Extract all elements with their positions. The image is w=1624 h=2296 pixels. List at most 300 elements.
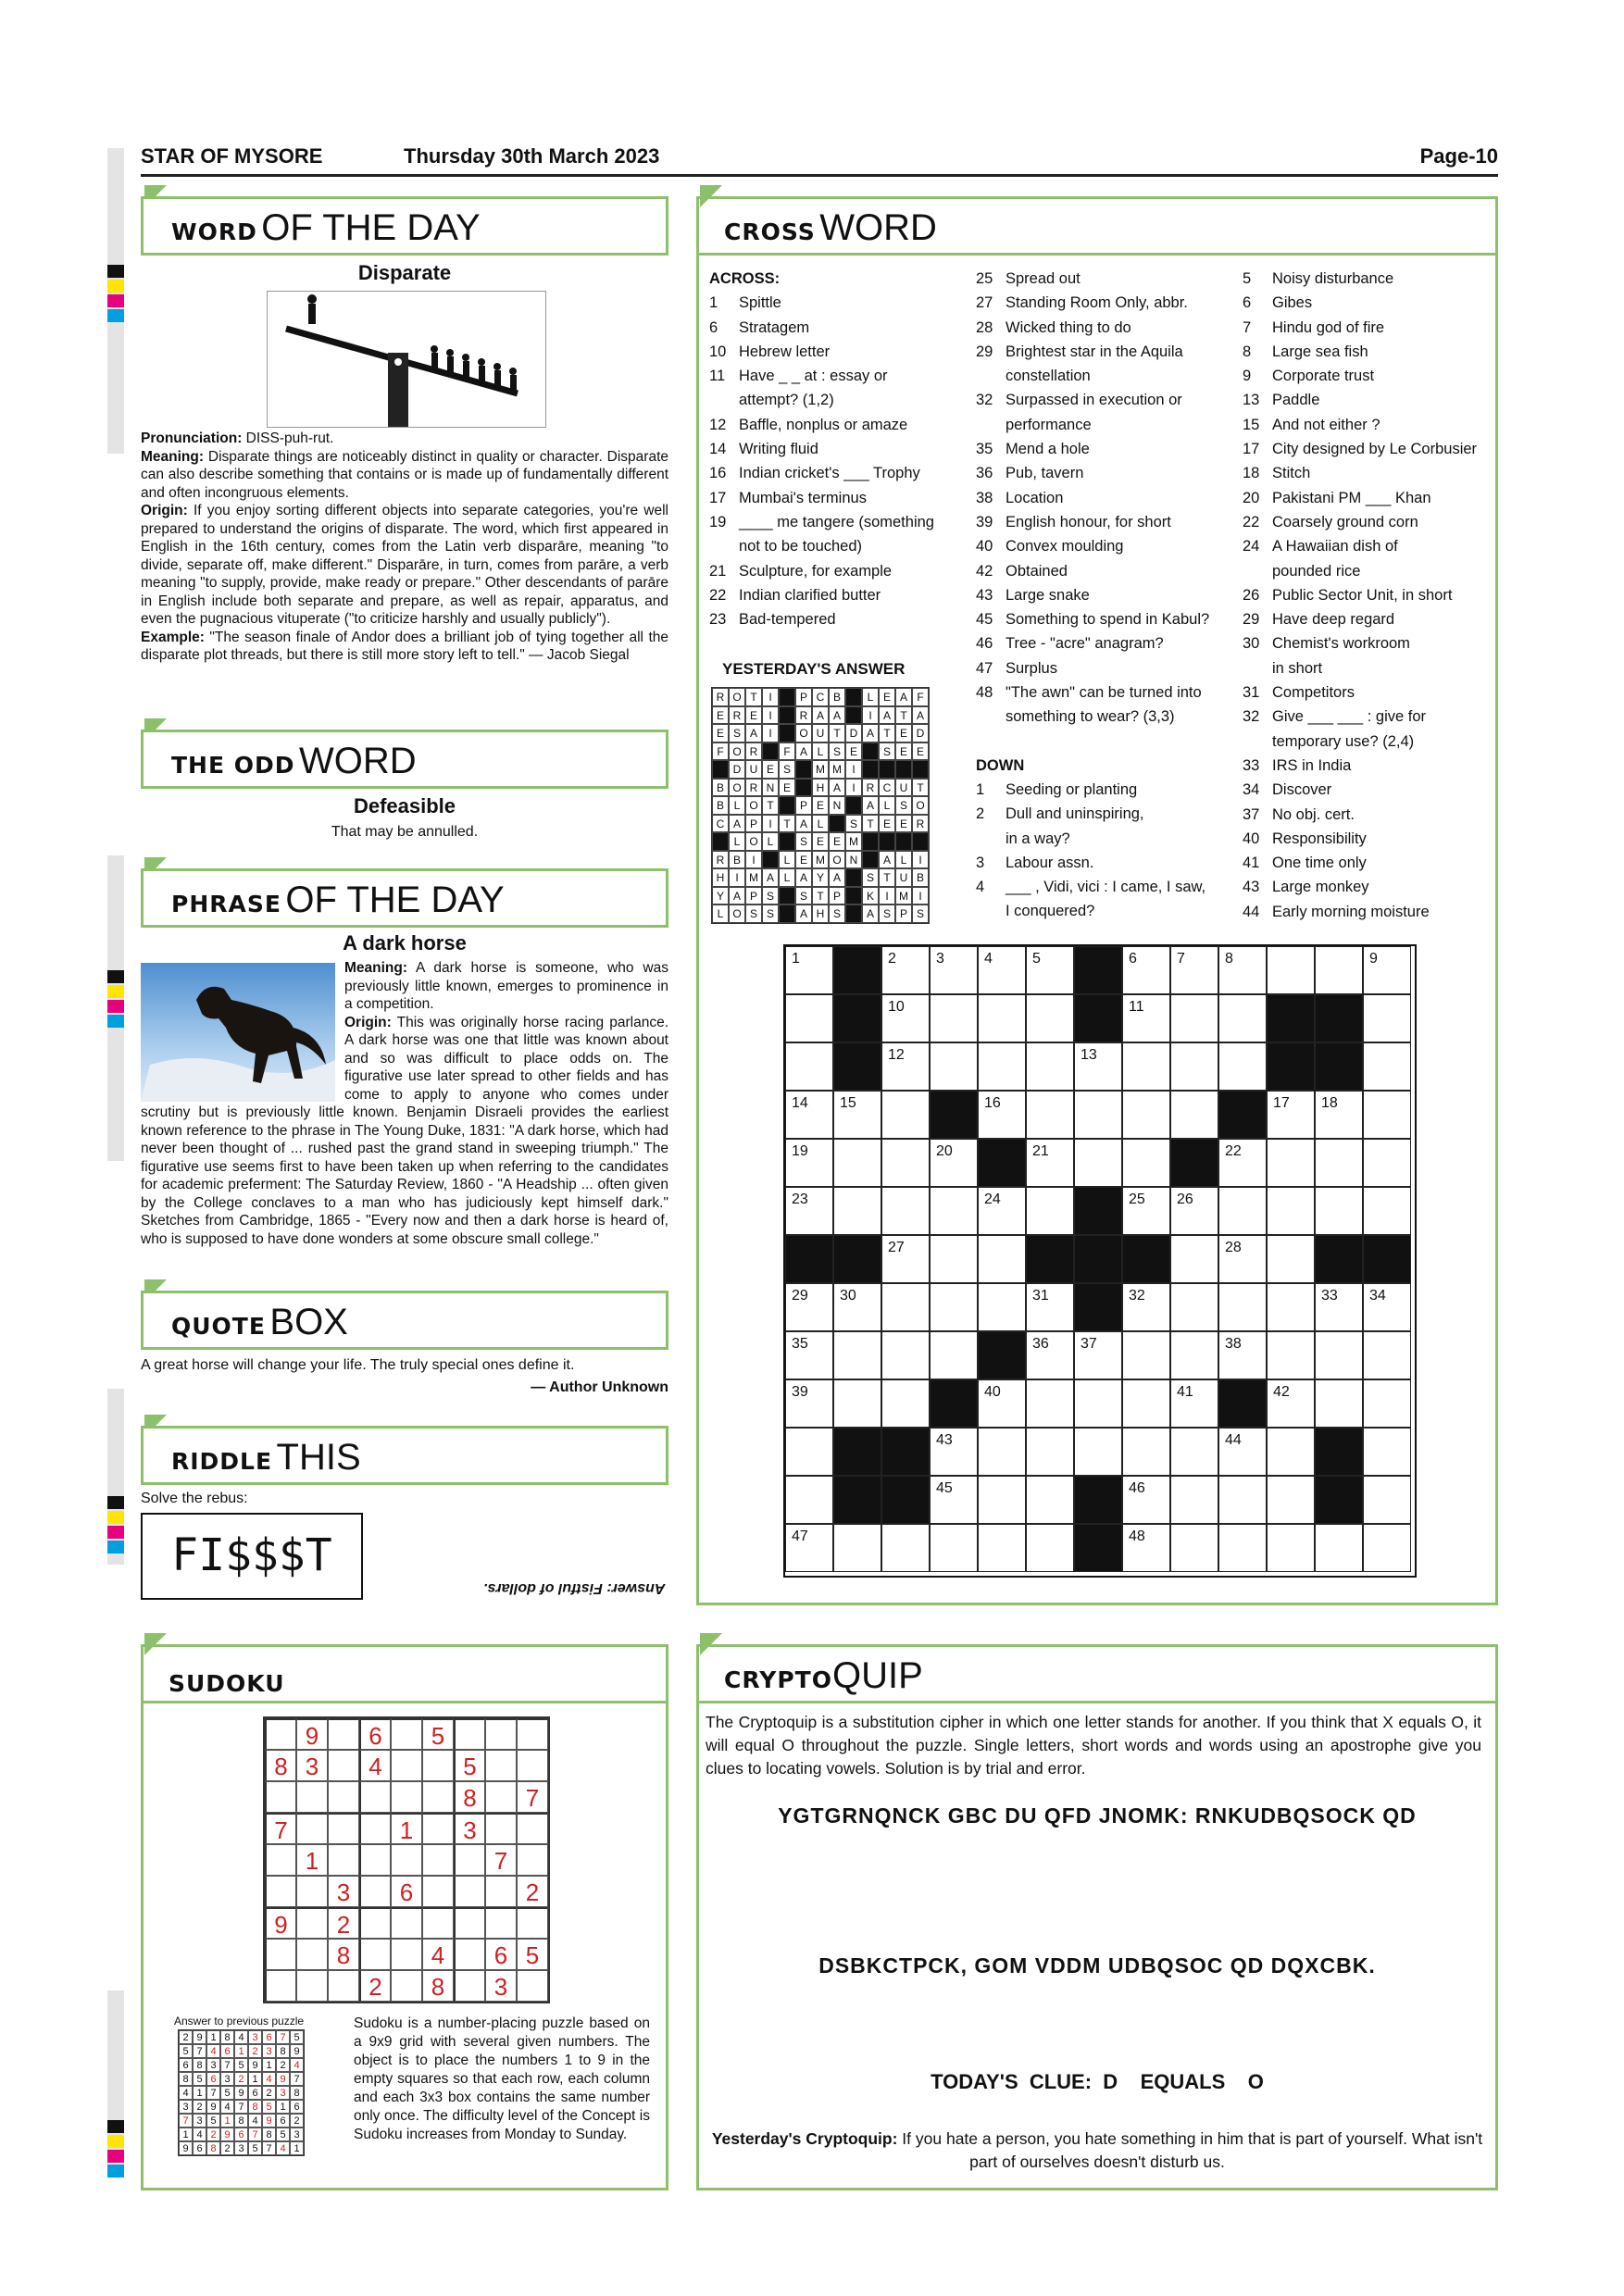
- crossword-cell[interactable]: [978, 1283, 1026, 1331]
- crossword-cell[interactable]: [1315, 1331, 1363, 1379]
- sudoku-answer-cell: 1: [193, 2086, 206, 2100]
- crossword-cell[interactable]: [1315, 1139, 1363, 1187]
- crossword-cell[interactable]: [785, 1283, 833, 1331]
- clue-text: Convex moulding: [1006, 538, 1124, 555]
- clue-number: 8: [1243, 343, 1252, 360]
- crossword-cell[interactable]: [1170, 1283, 1218, 1331]
- answer-cell: T: [879, 724, 895, 742]
- crossword-cell[interactable]: [1363, 1476, 1411, 1524]
- clue-number: 34: [1243, 781, 1260, 799]
- word-of-day-definition: [141, 430, 668, 665]
- sudoku-cell[interactable]: [359, 1781, 391, 1813]
- crossword-cell[interactable]: [881, 1091, 930, 1139]
- sudoku-cell[interactable]: [485, 1750, 517, 1781]
- crossword-cell[interactable]: [1363, 1091, 1411, 1139]
- sudoku-cell[interactable]: [265, 1718, 296, 1750]
- clues-column-1: [709, 267, 968, 631]
- crossword-cell[interactable]: [1363, 1428, 1411, 1476]
- crossword-cell[interactable]: [1218, 946, 1267, 994]
- answer-cell: R: [912, 815, 929, 833]
- crossword-cell[interactable]: [1218, 1283, 1267, 1331]
- crossword-cell[interactable]: [1363, 1042, 1411, 1091]
- sudoku-cell[interactable]: [328, 1750, 359, 1781]
- crossword-cell[interactable]: [930, 1524, 978, 1572]
- sudoku-cell[interactable]: [422, 1844, 454, 1876]
- answer-cell: M: [812, 851, 829, 869]
- answer-cell: C: [879, 779, 895, 797]
- crossword-cell[interactable]: [930, 1476, 978, 1524]
- sudoku-cell[interactable]: [517, 1813, 548, 1844]
- sudoku-answer-cell: 6: [179, 2058, 193, 2072]
- crossword-cell[interactable]: [930, 1139, 978, 1187]
- crossword-cell[interactable]: [1267, 1524, 1315, 1572]
- sudoku-answer-cell: 4: [290, 2058, 304, 2072]
- crossword-cell[interactable]: [1026, 1187, 1074, 1235]
- crossword-cell[interactable]: [833, 1139, 881, 1187]
- answer-cell: A: [829, 706, 845, 725]
- riddle-answer: Answer: Fistful of dollars.: [483, 1580, 666, 1596]
- cell-number: 1: [792, 951, 800, 967]
- clue-number: [709, 388, 739, 412]
- crossword-cell[interactable]: [881, 994, 930, 1042]
- sudoku-answer-cell: 9: [193, 2030, 206, 2044]
- sudoku-cell[interactable]: [328, 1781, 359, 1813]
- page-number: Page-10: [1419, 144, 1498, 168]
- clue-text: English honour, for short: [1006, 513, 1171, 530]
- crossword-cell[interactable]: [1026, 1331, 1074, 1379]
- crossword-cell[interactable]: [1026, 1379, 1074, 1428]
- answer-cell: U: [895, 779, 912, 797]
- crossword-cell[interactable]: [1170, 994, 1218, 1042]
- clue-number: 48: [976, 684, 993, 702]
- crossword-cell[interactable]: [881, 1283, 930, 1331]
- cell-number: 12: [888, 1047, 905, 1063]
- sudoku-cell[interactable]: [359, 1876, 391, 1907]
- sudoku-cell[interactable]: [422, 1813, 454, 1844]
- sudoku-answer-cell: 8: [206, 2141, 220, 2155]
- cell-number: 8: [1225, 951, 1233, 967]
- crossword-cell[interactable]: [978, 994, 1026, 1042]
- sudoku-cell[interactable]: [391, 1844, 422, 1876]
- sudoku-answer-cell: 6: [234, 2128, 248, 2141]
- answer-cell: L: [895, 851, 912, 869]
- sudoku-answer-cell: 6: [248, 2086, 262, 2100]
- crossword-cell[interactable]: [785, 1428, 833, 1476]
- crossword-cell[interactable]: [1267, 1476, 1315, 1524]
- crossword-cell[interactable]: [978, 1524, 1026, 1572]
- answer-cell: F: [912, 688, 929, 706]
- sudoku-cell[interactable]: [296, 1813, 328, 1844]
- sudoku-cell[interactable]: [485, 1781, 517, 1813]
- answer-cell: E: [879, 688, 895, 706]
- sudoku-answer-cell: 4: [262, 2072, 276, 2086]
- sudoku-answer-cell: 7: [220, 2058, 234, 2072]
- crossword-cell[interactable]: [881, 1379, 930, 1428]
- clue-text: Surpassed in execution or: [1006, 392, 1182, 409]
- sudoku-cell[interactable]: [328, 1970, 359, 2002]
- crossword-cell[interactable]: [1170, 1091, 1218, 1139]
- crossword-cell[interactable]: [930, 1331, 978, 1379]
- answer-cell: E: [829, 832, 845, 851]
- crossword-cell[interactable]: [930, 1283, 978, 1331]
- sudoku-cell[interactable]: [517, 1970, 548, 2002]
- sudoku-cell[interactable]: [328, 1813, 359, 1844]
- crossword-cell[interactable]: [1122, 1428, 1170, 1476]
- section-title-big: OF THE DAY: [285, 880, 505, 920]
- crossword-cell[interactable]: [785, 946, 833, 994]
- clue-text: Something to spend in Kabul?: [1006, 611, 1210, 629]
- section-title-big: WORD: [819, 207, 937, 248]
- crossword-cell[interactable]: [1122, 1283, 1170, 1331]
- sudoku-cell[interactable]: [296, 1781, 328, 1813]
- crossword-cell[interactable]: [1218, 1331, 1267, 1379]
- crossword-cell[interactable]: [1026, 1476, 1074, 1524]
- sudoku-cell[interactable]: [454, 1907, 485, 1939]
- crossword-cell[interactable]: [1218, 994, 1267, 1042]
- answer-cell: S: [879, 905, 895, 923]
- sudoku-cell[interactable]: [359, 1844, 391, 1876]
- crossword-cell[interactable]: [1122, 1187, 1170, 1235]
- sudoku-cell[interactable]: [391, 1939, 422, 1970]
- crossword-cell[interactable]: [1026, 1091, 1074, 1139]
- crossword-cell[interactable]: [1267, 1379, 1315, 1428]
- sudoku-answer-cell: 7: [248, 2128, 262, 2141]
- crossword-cell[interactable]: [978, 1428, 1026, 1476]
- sudoku-cell[interactable]: [265, 1876, 296, 1907]
- answer-cell: F: [712, 742, 729, 761]
- answer-cell: L: [779, 868, 795, 887]
- crossword-cell[interactable]: [1363, 1524, 1411, 1572]
- crossword-cell[interactable]: [881, 1187, 930, 1235]
- sudoku-cell[interactable]: [422, 1907, 454, 1939]
- crossword-cell[interactable]: [1170, 1187, 1218, 1235]
- crossword-black-cell: [1074, 1283, 1122, 1331]
- crossword-cell[interactable]: [1122, 946, 1170, 994]
- cell-number: 19: [792, 1143, 808, 1159]
- crossword-cell[interactable]: [833, 1091, 881, 1139]
- sudoku-cell[interactable]: [359, 1939, 391, 1970]
- crossword-cell[interactable]: [1122, 1139, 1170, 1187]
- crossword-cell[interactable]: [1170, 1476, 1218, 1524]
- sudoku-cell: 7: [265, 1813, 296, 1844]
- sudoku-cell[interactable]: [485, 1813, 517, 1844]
- sudoku-cell[interactable]: [265, 1844, 296, 1876]
- crossword-cell[interactable]: [978, 1187, 1026, 1235]
- sudoku-cell[interactable]: [454, 1939, 485, 1970]
- clue-item: [1243, 510, 1493, 534]
- crossword-cell[interactable]: [881, 1524, 930, 1572]
- crossword-grid[interactable]: [783, 944, 1417, 1578]
- crossword-cell[interactable]: [1315, 1283, 1363, 1331]
- crossword-cell[interactable]: [978, 1091, 1026, 1139]
- sudoku-cell: 2: [517, 1876, 548, 1907]
- crossword-cell[interactable]: [785, 1331, 833, 1379]
- answer-cell: R: [745, 742, 762, 761]
- crossword-cell[interactable]: [881, 1139, 930, 1187]
- answer-cell: P: [895, 905, 912, 923]
- sudoku-cell[interactable]: [265, 1781, 296, 1813]
- crossword-cell[interactable]: [978, 946, 1026, 994]
- crossword-cell[interactable]: [1074, 1379, 1122, 1428]
- sudoku-cell[interactable]: [296, 1939, 328, 1970]
- crossword-cell[interactable]: [1267, 1331, 1315, 1379]
- crossword-cell[interactable]: [785, 1042, 833, 1091]
- clue-number: 10: [709, 343, 727, 360]
- crossword-cell[interactable]: [978, 1379, 1026, 1428]
- sudoku-cell[interactable]: [485, 1907, 517, 1939]
- answer-cell: O: [729, 905, 745, 923]
- crossword-cell[interactable]: [1315, 1379, 1363, 1428]
- sudoku-answer-cell: 2: [248, 2044, 262, 2058]
- crossword-cell[interactable]: [1026, 1139, 1074, 1187]
- crossword-cell[interactable]: [978, 1476, 1026, 1524]
- crossword-cell[interactable]: [881, 1042, 930, 1091]
- sudoku-cell[interactable]: [391, 1718, 422, 1750]
- cell-number: 27: [888, 1240, 905, 1255]
- answer-cell: D: [729, 760, 745, 779]
- crossword-cell[interactable]: [1074, 1331, 1122, 1379]
- answer-cell: S: [762, 887, 779, 905]
- crossword-cell[interactable]: [1267, 1235, 1315, 1283]
- crossword-cell[interactable]: [1122, 1091, 1170, 1139]
- crossword-cell[interactable]: [1267, 946, 1315, 994]
- section-title-small: CRYPTO: [724, 1666, 832, 1693]
- answer-cell: [845, 887, 862, 905]
- crossword-cell[interactable]: [1122, 1331, 1170, 1379]
- sudoku-grid[interactable]: [263, 1716, 550, 2003]
- odd-word: Defeasible: [353, 794, 456, 817]
- sudoku-cell[interactable]: [265, 1970, 296, 2002]
- crossword-cell[interactable]: [1363, 946, 1411, 994]
- crossword-cell[interactable]: [1026, 1283, 1074, 1331]
- clue-item: [976, 827, 1235, 851]
- crossword-cell[interactable]: [1267, 1091, 1315, 1139]
- crossword-cell[interactable]: [881, 946, 930, 994]
- crossword-cell[interactable]: [1267, 1428, 1315, 1476]
- clue-item: [976, 291, 1235, 315]
- crossword-cell[interactable]: [785, 1476, 833, 1524]
- sudoku-cell[interactable]: [391, 1750, 422, 1781]
- crossword-cell[interactable]: [785, 1524, 833, 1572]
- crossword-cell[interactable]: [833, 1379, 881, 1428]
- crossword-cell[interactable]: [1026, 1428, 1074, 1476]
- crossword-cell[interactable]: [1218, 1042, 1267, 1091]
- answer-cell: E: [879, 815, 895, 833]
- crossword-cell[interactable]: [1267, 1139, 1315, 1187]
- clue-item: [1243, 364, 1493, 388]
- header-rule: [141, 174, 1498, 177]
- crossword-cell[interactable]: [1026, 1524, 1074, 1572]
- sudoku-cell[interactable]: [296, 1876, 328, 1907]
- crossword-cell[interactable]: [1218, 1139, 1267, 1187]
- sudoku-cell[interactable]: [517, 1907, 548, 1939]
- crossword-cell[interactable]: [1218, 1235, 1267, 1283]
- sudoku-answer-cell: 5: [248, 2141, 262, 2155]
- crossword-cell[interactable]: [930, 994, 978, 1042]
- clue-text: Baffle, nonplus or amaze: [739, 416, 908, 433]
- crossword-cell[interactable]: [1170, 946, 1218, 994]
- clue-item: [709, 461, 968, 485]
- clue-number: 32: [1243, 708, 1260, 726]
- sudoku-cell[interactable]: [485, 1876, 517, 1907]
- crossword-cell[interactable]: [833, 1524, 881, 1572]
- crossword-cell[interactable]: [833, 1187, 881, 1235]
- crossword-cell[interactable]: [833, 1331, 881, 1379]
- crossword-cell[interactable]: [1122, 1476, 1170, 1524]
- sudoku-cell[interactable]: [454, 1970, 485, 2002]
- sudoku-cell[interactable]: [328, 1844, 359, 1876]
- sudoku-answer-cell: 2: [193, 2100, 206, 2114]
- sudoku-cell: 9: [265, 1907, 296, 1939]
- crossword-cell[interactable]: [785, 1379, 833, 1428]
- label: Meaning:: [344, 960, 408, 976]
- crossword-cell[interactable]: [1170, 1379, 1218, 1428]
- sudoku-cell[interactable]: [391, 1970, 422, 2002]
- yesterday-answer-label: YESTERDAY'S ANSWER: [722, 660, 906, 678]
- clue-item: [1243, 340, 1493, 364]
- sudoku-answer-cell: 1: [248, 2072, 262, 2086]
- cryptoquip-intro: The Cryptoquip is a substitution cipher in which one letter stands for another. If you think that X equals O, it will equal O throughout the puzzle. Single letters, short words and words using an apostrophe give you clues to locating vowels. Solution is by trial and error.: [706, 1713, 1481, 1778]
- sudoku-cell[interactable]: [517, 1750, 548, 1781]
- crossword-cell[interactable]: [785, 1187, 833, 1235]
- clue-number: 12: [709, 416, 727, 433]
- answer-cell: L: [812, 742, 829, 761]
- answer-cell: A: [895, 688, 912, 706]
- sudoku-cell[interactable]: [517, 1844, 548, 1876]
- crossword-cell[interactable]: [1218, 1187, 1267, 1235]
- clue-item: [976, 388, 1235, 412]
- sudoku-cell[interactable]: [359, 1813, 391, 1844]
- sudoku-cell[interactable]: [517, 1718, 548, 1750]
- crossword-cell[interactable]: [1170, 1428, 1218, 1476]
- sudoku-description: Sudoku is a number-placing puzzle based on a 9x9 grid with several given numbers. The object is to place the numbers 1 to 9 in the empty squares so that each row, each column and each 3x3 box contains the same number only once. The difficulty level of the Concept is Sudoku increases from Monday to Sunday.: [354, 2015, 650, 2142]
- sudoku-cell[interactable]: [454, 1718, 485, 1750]
- cell-number: 30: [840, 1288, 856, 1304]
- crossword-cell[interactable]: [930, 1187, 978, 1235]
- answer-cell: P: [745, 815, 762, 833]
- answer-cell: F: [779, 742, 795, 761]
- crossword-cell[interactable]: [881, 1235, 930, 1283]
- crossword-cell[interactable]: [1122, 1379, 1170, 1428]
- clue-number: 30: [1243, 635, 1260, 653]
- crossword-cell[interactable]: [1363, 1379, 1411, 1428]
- sudoku-cell[interactable]: [422, 1876, 454, 1907]
- clue-text: Surplus: [1006, 659, 1057, 677]
- crossword-cell[interactable]: [1026, 994, 1074, 1042]
- cell-number: 34: [1369, 1288, 1386, 1304]
- clue-number: 26: [1243, 586, 1260, 604]
- sudoku-cell[interactable]: [422, 1781, 454, 1813]
- crossword-cell[interactable]: [1218, 1428, 1267, 1476]
- crossword-cell[interactable]: [1315, 946, 1363, 994]
- crossword-cell[interactable]: [1170, 1235, 1218, 1283]
- crossword-cell[interactable]: [785, 994, 833, 1042]
- answer-cell: M: [812, 760, 829, 779]
- answer-cell: E: [712, 724, 729, 742]
- sudoku-cell[interactable]: [485, 1718, 517, 1750]
- crossword-cell[interactable]: [978, 1235, 1026, 1283]
- sudoku-cell[interactable]: [296, 1970, 328, 2002]
- crossword-black-cell: [785, 1235, 833, 1283]
- crossword-cell[interactable]: [1074, 1139, 1122, 1187]
- answer-cell: A: [879, 851, 895, 869]
- crossword-cell[interactable]: [1074, 1091, 1122, 1139]
- crossword-cell[interactable]: [1074, 1428, 1122, 1476]
- crossword-cell[interactable]: [1122, 994, 1170, 1042]
- sudoku-answer-cell: 9: [248, 2058, 262, 2072]
- crossword-cell[interactable]: [1315, 1091, 1363, 1139]
- crossword-cell[interactable]: [1170, 1524, 1218, 1572]
- sudoku-cell[interactable]: [422, 1750, 454, 1781]
- crossword-cell[interactable]: [1363, 1139, 1411, 1187]
- sudoku-cell[interactable]: [454, 1844, 485, 1876]
- answer-cell: B: [729, 851, 745, 869]
- answer-cell: T: [762, 796, 779, 815]
- crossword-cell[interactable]: [785, 1139, 833, 1187]
- crossword-cell[interactable]: [1122, 1042, 1170, 1091]
- registration-mark: [107, 2165, 124, 2177]
- crossword-cell[interactable]: [1363, 1331, 1411, 1379]
- crossword-cell[interactable]: [1267, 1283, 1315, 1331]
- sudoku-cell[interactable]: [454, 1876, 485, 1907]
- sudoku-cell[interactable]: [359, 1907, 391, 1939]
- crossword-cell[interactable]: [1218, 1524, 1267, 1572]
- crossword-cell[interactable]: [1170, 1331, 1218, 1379]
- crossword-cell[interactable]: [930, 1428, 978, 1476]
- crossword-cell[interactable]: [1122, 1524, 1170, 1572]
- crossword-cell[interactable]: [1218, 1476, 1267, 1524]
- crossword-cell[interactable]: [930, 946, 978, 994]
- sudoku-cell[interactable]: [391, 1907, 422, 1939]
- crossword-cell[interactable]: [1074, 1042, 1122, 1091]
- crossword-cell[interactable]: [1363, 1283, 1411, 1331]
- sudoku-cell[interactable]: [296, 1907, 328, 1939]
- sudoku-cell[interactable]: [328, 1718, 359, 1750]
- crossword-cell[interactable]: [1363, 994, 1411, 1042]
- crossword-cell[interactable]: [785, 1091, 833, 1139]
- sudoku-answer-cell: 7: [234, 2100, 248, 2114]
- crossword-cell[interactable]: [1363, 1187, 1411, 1235]
- crossword-cell[interactable]: [930, 1235, 978, 1283]
- sudoku-cell[interactable]: [391, 1781, 422, 1813]
- clue-text: Obtained: [1006, 562, 1068, 580]
- crossword-black-cell: [978, 1139, 1026, 1187]
- crossword-cell[interactable]: [881, 1331, 930, 1379]
- crossword-cell[interactable]: [1026, 946, 1074, 994]
- clue-item: [709, 316, 968, 340]
- crossword-cell[interactable]: [833, 1283, 881, 1331]
- crossword-cell[interactable]: [1026, 1042, 1074, 1091]
- sudoku-cell: 7: [517, 1781, 548, 1813]
- sudoku-answer-cell: 7: [276, 2030, 290, 2044]
- sudoku-cell: 8: [422, 1970, 454, 2002]
- crossword-cell[interactable]: [978, 1042, 1026, 1091]
- crossword-cell[interactable]: [1267, 1187, 1315, 1235]
- crossword-cell[interactable]: [930, 1042, 978, 1091]
- crossword-cell[interactable]: [1315, 1187, 1363, 1235]
- answer-cell: A: [812, 706, 829, 725]
- crossword-header: [696, 196, 1498, 256]
- sudoku-cell[interactable]: [265, 1939, 296, 1970]
- sudoku-answer-cell: 3: [220, 2072, 234, 2086]
- rebus-text: FI$$$T: [171, 1529, 332, 1581]
- clue-text: Sculpture, for example: [739, 562, 893, 580]
- crossword-black-cell: [1074, 1524, 1122, 1572]
- crossword-cell[interactable]: [1170, 1042, 1218, 1091]
- answer-cell: S: [845, 815, 862, 833]
- crossword-cell[interactable]: [1315, 1524, 1363, 1572]
- clue-item: [1243, 851, 1493, 875]
